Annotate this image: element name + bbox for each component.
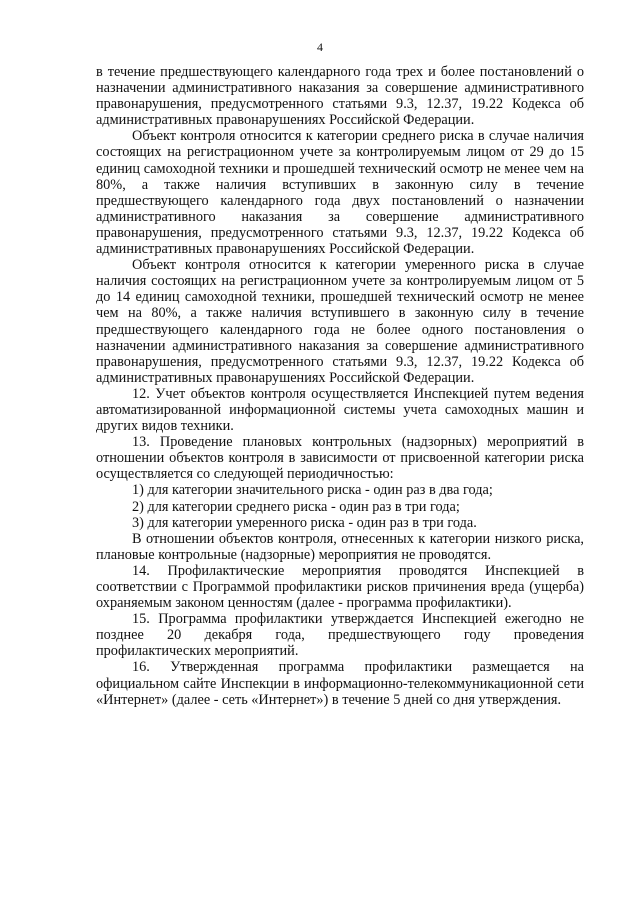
paragraph: 14. Профилактические мероприятия проводятся Инспекцией в соответствии с Программой профилактики рисков причинения вреда (ущерба) охраняемым законом ценностям (далее - программа профилактики).: [96, 562, 584, 612]
paragraph: Объект контроля относится к категории среднего риска в случае наличия состоящих на регистрационном учете за контролируемым лицом от 29 до 15 единиц самоходной техники и прошедшей технический осмотр не менее чем на 80%, а также наличия вступивших в законную силу в течение предшествующего календарного года двух постановлений о назначении административного наказания за совершение административного правонарушения, предусмотренного статьями 9.3, 12.37, 19.22 Кодекса об административных правонарушениях Российской Федерации.: [96, 128, 584, 258]
paragraph: в течение предшествующего календарного года трех и более постановлений о назначении административного наказания за совершение административного правонарушения, предусмотренного статьями 9.3, 12.37, 19.22 Кодекса об административных правонарушениях Российской Федерации.: [96, 64, 584, 129]
paragraph: 15. Программа профилактики утверждается Инспекцией ежегодно не позднее 20 декабря года, предшествующего году проведения профилактических мероприятий.: [96, 611, 584, 660]
list-item: 2) для категории среднего риска - один раз в три года;: [132, 498, 460, 515]
page-number: 4: [317, 40, 323, 54]
paragraph: В отношении объектов контроля, отнесенных к категории низкого риска, плановые контрольные (надзорные) мероприятия не проводятся.: [96, 530, 584, 563]
paragraph: 13. Проведение плановых контрольных (надзорных) мероприятий в отношении объектов контроля в зависимости от присвоенной категории риска осуществляется со следующей периодичностью:: [96, 434, 584, 483]
paragraph: Объект контроля относится к категории умеренного риска в случае наличия состоящих на регистрационном учете за контролируемым лицом от 5 до 14 единиц самоходной техники, прошедшей технический осмотр не менее чем на 80%, а также наличия вступившего в законную силу в течение предшествующего календарного года не более одного постановления о назначении административного наказания за совершение административного правонарушения, предусмотренного статьями 9.3, 12.37, 19.22 Кодекса об административных правонарушениях Российской Федерации.: [96, 257, 584, 386]
paragraph: 12. Учет объектов контроля осуществляется Инспекцией путем ведения автоматизированной информационной системы учета самоходных машин и других видов техники.: [96, 385, 584, 435]
list-item: 3) для категории умеренного риска - один раз в три года.: [132, 514, 477, 531]
paragraph: 16. Утвержденная программа профилактики размещается на официальном сайте Инспекции в информационно-телекоммуникационной сети «Интернет» (далее - сеть «Интернет») в течение 5 дней со дня утверждения.: [96, 659, 584, 708]
document-body: [96, 64, 584, 708]
list-item: 1) для категории значительного риска - один раз в два года;: [132, 482, 493, 499]
